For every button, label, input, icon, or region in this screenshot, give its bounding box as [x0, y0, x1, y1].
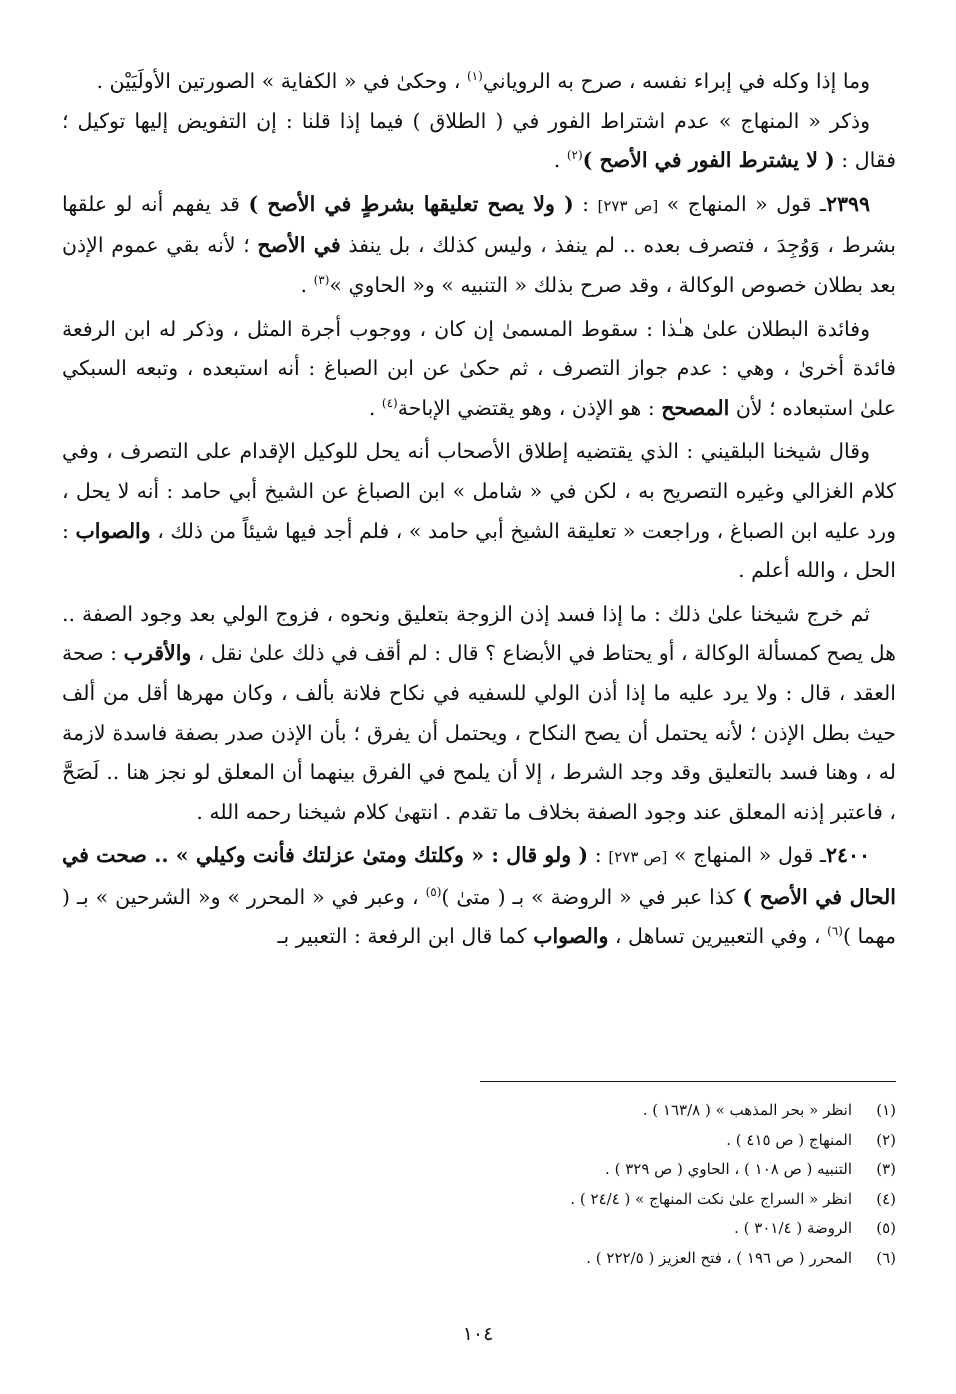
text-run: وفائدة البطلان علىٰ هـٰذا : سقوط المسمىٰ إن كان ، ووجوب أجرة المثل ، وذكر له ابن الرفعة فائدة أخرىٰ ، وهي : عدم جواز التصرف ، ثم حكىٰ عن ابن الصباغ : أنه استبعده ، وتبعه السبكي علىٰ استبعاده ؛ لأن — [62, 316, 896, 420]
footnote-ref-6[interactable]: (٦) — [827, 924, 843, 939]
text-run: كما قال ابن الرفعة : التعبير بـ — [277, 924, 534, 949]
text-run: كذا عبر في « الروضة » بـ ( متىٰ ) — [441, 884, 743, 909]
text-run: وذكر « المنهاج » عدم اشتراط الفور في ( الطلاق ) فيما إذا قلنا : إن التفويض إليها توكيل ؛ فقال : — [62, 108, 896, 173]
text-run: . — [553, 148, 567, 173]
footnote-text: الروضة ( ٣٠١/٤ ) . — [734, 1219, 852, 1237]
bold-term: والصواب — [533, 924, 609, 949]
footnote-text: المنهاج ( ص ٤١٥ ) . — [726, 1130, 852, 1149]
footnote-3 — [376, 1155, 896, 1185]
text-run: : صحة العقد ، قال : ولا يرد عليه ما إذا أذن الولي للسفيه في نكاح فلانة بألف ، وكان مهرها أقل من ألف حيث بطل الإذن ؛ لأنه يحتمل أن يصح النكاح ، ويحتمل أن يفرق ؛ بأن الإذن صدر بصفة فاسدة لازمة له ، وهنا فسد بالتعليق وقد وجد الشرط ، إلا أن يلمح في الفرق بينهما أن المعلق لو نجز هنا .. لَصَحَّ ، فاعتبر إذنه المعلق عند وجود الصفة بخلاف ما تقدم . انتهىٰ كلام شيخنا رحمه الله . — [62, 641, 896, 824]
text-run: . — [300, 272, 314, 297]
footnote-text: التنبيه ( ص ١٠٨ ) ، الحاوي ( ص ٣٢٩ ) . — [605, 1160, 852, 1178]
footnote-ref-5[interactable]: (٥) — [425, 885, 442, 900]
paragraph-6 — [62, 595, 896, 833]
footnote-1 — [376, 1096, 896, 1126]
footnote-number: (٦) — [876, 1248, 896, 1267]
footnote-number: (٥) — [876, 1219, 896, 1237]
footnote-ref-1[interactable]: (١) — [466, 69, 483, 84]
page-reference: [ص ٢٧٣] — [608, 848, 668, 867]
paragraph-2399 — [62, 185, 896, 306]
main-text — [62, 62, 896, 957]
paragraph-2400 — [62, 836, 896, 957]
text-run: ؛ لأنه بقي عموم الإذن بعد بطلان خصوص الوكالة ، وقد صرح بذلك « التنبيه » و« الحاوي » — [62, 233, 896, 297]
text-run: ، وحكىٰ في « الكفاية » الصورتين الأولَيَيْن . — [96, 69, 467, 93]
quoted-matn: ( ولا يصح تعليقها بشرطٍ في الأصح ) — [248, 191, 574, 216]
text-run: ـ قول « المنهاج » — [658, 191, 826, 216]
text-run: ، وعبر في « المحرر » و« الشرحين » بـ ( مهما ) — [62, 884, 896, 949]
footnote-number: (٢) — [876, 1130, 896, 1149]
footnote-5 — [376, 1214, 896, 1244]
footnote-text: انظر « السراج علىٰ نكت المنهاج » ( ٢٤/٤ ) . — [570, 1189, 852, 1208]
footnote-divider — [480, 1081, 896, 1082]
footnote-number: (٣) — [876, 1160, 896, 1178]
paragraph-5 — [62, 432, 896, 590]
text-run: قد يفهم أنه لو علقها بشرط ، وَوُجِدَ ، فتصرف بعده .. لم ينفذ ، وليس كذلك ، بل ينفذ — [62, 191, 896, 258]
text-run: ـ قول « المنهاج » — [667, 843, 826, 868]
entry-number: ٢٤٠٠ — [825, 843, 870, 868]
text-run: : — [588, 843, 609, 868]
text-run: . — [368, 395, 382, 420]
quoted-matn: ( لا يشترط الفور في الأصح ) — [582, 148, 835, 173]
quoted-matn: ( ولو قال : « وكلتك ومتىٰ عزلتك فأنت وكيلي » .. صحت في الحال في الأصح ) — [62, 843, 896, 909]
footnote-text: انظر « بحر المذهب » ( ١٦٣/٨ ) . — [642, 1101, 852, 1119]
paragraph-4 — [62, 310, 896, 429]
footnote-text: المحرر ( ص ١٩٦ ) ، فتح العزيز ( ٢٢٢/٥ ) . — [586, 1248, 852, 1267]
bold-term: والأقرب — [123, 641, 192, 666]
footnote-number: (٤) — [876, 1189, 896, 1208]
footnote-2 — [376, 1126, 896, 1156]
text-run: : هو الإذن ، وهو يقتضي الإباحة — [397, 395, 662, 420]
paragraph-1 — [62, 62, 896, 102]
footnote-4 — [376, 1185, 896, 1215]
entry-number: ٢٣٩٩ — [825, 191, 870, 216]
bold-term: والصواب — [75, 518, 151, 543]
footnotes — [376, 1096, 896, 1273]
text-run: : الحل ، والله أعلم . — [62, 518, 896, 583]
text-run: ، وفي التعبيرين تساهل ، — [608, 924, 828, 949]
footnote-6 — [376, 1244, 896, 1274]
text-run: وما إذا وكله في إبراء نفسه ، صرح به الروياني — [482, 69, 870, 93]
bold-term: المصحح — [661, 395, 730, 420]
footnote-ref-4[interactable]: (٤) — [381, 395, 398, 410]
page-number: ١٠٤ — [462, 1323, 494, 1345]
footnote-ref-3[interactable]: (٣) — [313, 273, 330, 288]
footnote-number: (١) — [876, 1101, 896, 1119]
text-run: وقال شيخنا البلقيني : الذي يقتضيه إطلاق الأصحاب أنه يحل للوكيل الإقدام على التصرف ، وفي كلام الغزالي وغيره التصريح به ، لكن في « شامل » ابن الصباغ عن الشيخ أبي حامد : أنه لا يحل ، ورد عليه ابن الصباغ ، وراجعت « تعليقة الشيخ أبي حامد » ، فلم أجد فيها شيئاً من ذلك ، — [62, 439, 896, 543]
bold-term: في الأصح — [257, 233, 341, 258]
page-reference: [ص ٢٧٣] — [597, 196, 659, 215]
text-run: ثم خرج شيخنا علىٰ ذلك : ما إذا فسد إذن الزوجة بتعليق ونحوه ، فزوج الولي بعد وجود الصفة .. هل يصح كمسألة الوكالة ، أو يحتاط في الأبضاع ؟ قال : لم أقف في ذلك علىٰ نقل ، — [62, 601, 896, 666]
footnote-ref-2[interactable]: (٢) — [566, 148, 583, 163]
paragraph-2 — [62, 102, 896, 181]
text-run: : — [573, 191, 598, 216]
